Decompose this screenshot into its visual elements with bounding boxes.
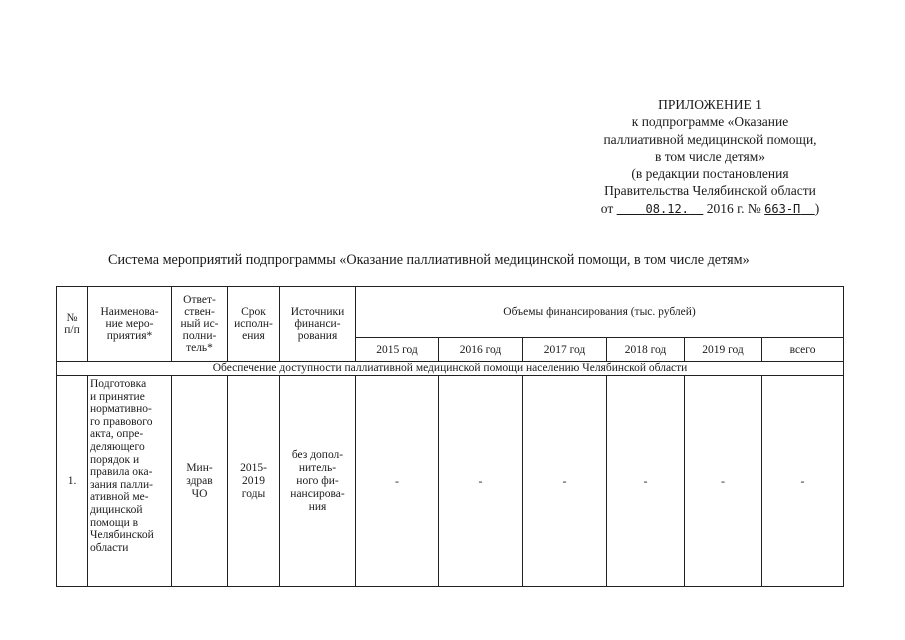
appendix-date-line (560, 200, 860, 218)
header-name: Наименова- ние меро- приятия* (88, 287, 172, 362)
cell-term: 2015- 2019 годы (228, 376, 280, 587)
decree-number: 663-П (764, 201, 801, 216)
appendix-line: к подпрограмме «Оказание (631, 114, 789, 130)
header-term: Срок исполн- ения (228, 287, 280, 362)
header-year-2016: 2016 год (439, 338, 523, 362)
header-total: всего (762, 338, 844, 362)
date-prefix: от (600, 200, 614, 216)
cell-responsible: Мин- здрав ЧО (172, 376, 228, 587)
header-year-2015: 2015 год (356, 338, 439, 362)
header-year-2019: 2019 год (685, 338, 762, 362)
header-num: № п/п (57, 287, 88, 362)
date-year: 2016 г. № (706, 200, 761, 216)
cell-total: - (762, 376, 844, 587)
date-value: 08.12. (645, 201, 689, 216)
appendix-line: в том числе детям» (654, 148, 766, 164)
cell-2015: - (356, 376, 439, 587)
measures-table (56, 286, 844, 587)
appendix-line: Правительства Челябинской области (604, 183, 816, 199)
appendix-line: паллиативной медицинской помощи, (603, 131, 817, 147)
header-sources: Источники финанси- рования (280, 287, 356, 362)
cell-name: Подготовка и принятие нормативно- го правового акта, опре- деляющего порядок и правила ока- зания палли- ативной ме- дицинской помощи в Челябинской области (88, 376, 172, 587)
header-year-2018: 2018 год (607, 338, 685, 362)
section-title: Обеспечение доступности паллиативной медицинской помощи населению Челябинской области (57, 362, 844, 376)
cell-2017: - (523, 376, 607, 587)
cell-sources: без допол- нитель- ного фи- нансирова- ния (280, 376, 356, 587)
header-responsible: Ответ- ствен- ный ис- полни- тель* (172, 287, 228, 362)
appendix-block (560, 96, 860, 218)
cell-2018: - (607, 376, 685, 587)
header-year-2017: 2017 год (523, 338, 607, 362)
header-funding: Объемы финансирования (тыс. рублей) (356, 287, 844, 338)
appendix-heading: ПРИЛОЖЕНИЕ 1 (658, 97, 762, 112)
cell-2016: - (439, 376, 523, 587)
table-row (57, 376, 844, 587)
page-title: Система мероприятий подпрограммы «Оказание паллиативной медицинской помощи, в том числе детям» (108, 252, 750, 268)
date-suffix: ) (814, 200, 820, 216)
cell-2019: - (685, 376, 762, 587)
cell-num: 1. (57, 376, 88, 587)
appendix-line: (в редакции постановления (631, 166, 789, 182)
